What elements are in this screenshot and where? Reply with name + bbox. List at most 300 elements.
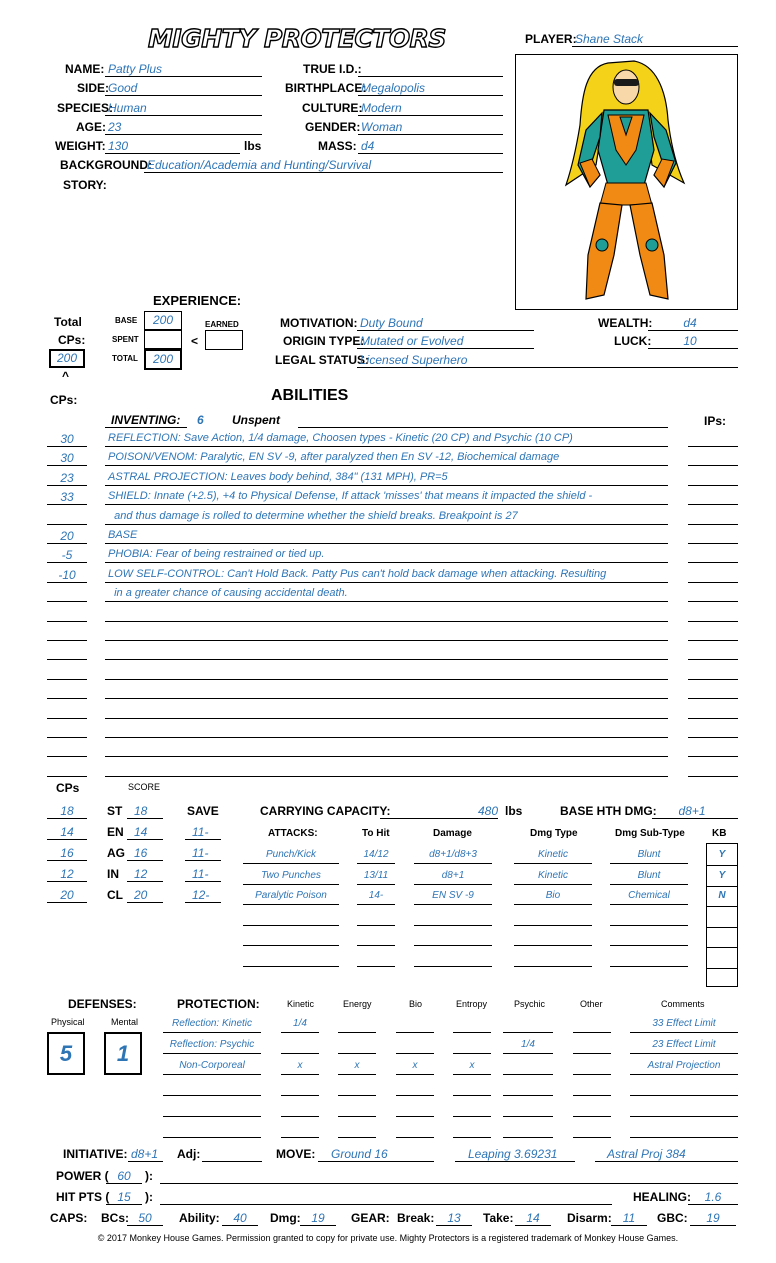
protection-kinetic-line: [281, 1137, 319, 1138]
kb-line: [706, 968, 738, 969]
protection-entropy-line: [453, 1053, 491, 1054]
base-hth-value[interactable]: d8+1: [678, 804, 706, 818]
protection-psychic-line: [503, 1116, 553, 1117]
attack-dmg_type-line: [514, 945, 592, 946]
stat-score[interactable]: 20: [134, 888, 148, 902]
ability-line: [105, 659, 668, 660]
ability-ip-line: [688, 679, 738, 680]
ability-ip-line: [688, 621, 738, 622]
protection-other-line: [573, 1137, 611, 1138]
abilities-ips-label: IPs:: [704, 414, 727, 428]
break-label: Break:: [397, 1211, 435, 1225]
stat-score[interactable]: 16: [134, 846, 148, 860]
power-close: ):: [145, 1169, 153, 1183]
attack-damage[interactable]: d8+1/d8+3: [429, 849, 477, 860]
ability-ip-line: [688, 543, 738, 544]
attack-attack[interactable]: Paralytic Poison: [255, 890, 327, 901]
inventing-value[interactable]: 6: [197, 413, 204, 427]
physical-defense-value: 5: [59, 1041, 73, 1066]
protection-header: Comments: [661, 999, 705, 1009]
total-cps-label: Total: [54, 315, 82, 329]
attack-attack-line: [243, 884, 339, 885]
ability-line: [105, 621, 668, 622]
ability-cp-line: [47, 485, 87, 486]
move-label: MOVE:: [276, 1147, 316, 1161]
species-field[interactable]: Human: [108, 101, 147, 115]
attacks-header: ATTACKS:: [268, 828, 318, 839]
break-value[interactable]: 13: [447, 1211, 461, 1225]
base-label: BASE: [115, 316, 138, 325]
hero-portrait: [516, 55, 737, 309]
luck-field[interactable]: 10: [683, 334, 697, 348]
total-cps-value: 200: [56, 351, 78, 365]
luck-label: LUCK:: [614, 334, 652, 348]
stat-save-line: [185, 839, 221, 840]
protection-bio-line: [396, 1137, 434, 1138]
carrying-unit: lbs: [505, 804, 523, 818]
power-value[interactable]: 60: [117, 1169, 131, 1183]
stat-cp-line: [47, 860, 87, 861]
protection-other-line: [573, 1074, 611, 1075]
ability-line: [105, 640, 668, 641]
protection-energy[interactable]: x: [354, 1060, 360, 1071]
gbc-label: GBC:: [657, 1211, 688, 1225]
protection-comments-line: [630, 1116, 738, 1117]
attack-to_hit-line: [357, 884, 395, 885]
gender-field[interactable]: Woman: [361, 120, 403, 134]
protection-energy-line: [338, 1137, 376, 1138]
mass-label: MASS:: [318, 139, 357, 153]
ability-text[interactable]: POISON/VENOM: Paralytic, EN SV -9, after paralyzed then En SV -12, Biochemical damage: [108, 451, 560, 464]
carrying-value[interactable]: 480: [477, 804, 498, 818]
initiative-value[interactable]: d8+1: [131, 1147, 159, 1161]
hit-pts-value[interactable]: 15: [117, 1190, 131, 1204]
attack-dmg_type[interactable]: Kinetic: [537, 849, 568, 860]
stat-save[interactable]: 12-: [192, 888, 210, 902]
weight-unit: lbs: [244, 139, 262, 153]
stat-save[interactable]: 11-: [192, 867, 209, 881]
culture-field[interactable]: Modern: [361, 101, 402, 115]
stat-cp-line: [47, 818, 87, 819]
ability-line: [105, 756, 668, 757]
ability-line: [105, 446, 668, 447]
attack-damage-line: [414, 925, 492, 926]
ability-cp-line: [47, 601, 87, 602]
bcs-value[interactable]: 50: [138, 1211, 152, 1225]
gender-label: GENDER:: [305, 120, 361, 134]
stat-save[interactable]: 11-: [192, 846, 209, 860]
ability-cp[interactable]: 20: [60, 529, 74, 543]
kb-line: [706, 865, 738, 866]
ability-text[interactable]: in a greater chance of causing accidental death.: [108, 587, 348, 600]
ability-cp-line: [47, 659, 87, 660]
ability-ip-line: [688, 756, 738, 757]
ability-ip-line: [688, 640, 738, 641]
birthplace-field[interactable]: Megalopolis: [361, 81, 426, 95]
background-field[interactable]: Education/Academia and Hunting/Survival: [147, 158, 372, 172]
protection-comments-line: [630, 1137, 738, 1138]
protection-kinetic-line: [281, 1053, 319, 1054]
kb-line: [706, 906, 738, 907]
protection-name-line: [163, 1032, 261, 1033]
stat-save-line: [185, 902, 221, 903]
stat-score[interactable]: 12: [134, 867, 148, 881]
protection-entropy-line: [453, 1137, 491, 1138]
attack-damage-line: [414, 863, 492, 864]
ability-text[interactable]: LOW SELF-CONTROL: Can't Hold Back. Patty Pus can't hold back damage when attacking. Resulting: [108, 567, 607, 580]
protection-energy-line: [338, 1032, 376, 1033]
protection-psychic-line: [503, 1053, 553, 1054]
stat-cp[interactable]: 18: [60, 804, 74, 818]
gear-label: GEAR:: [351, 1211, 390, 1225]
stat-score-line: [127, 860, 163, 861]
ability-cp-line: [47, 756, 87, 757]
stat-cp[interactable]: 12: [60, 867, 74, 881]
protection-other-line: [573, 1032, 611, 1033]
attack-damage[interactable]: d8+1: [441, 869, 465, 881]
stat-cp-line: [47, 839, 87, 840]
attack-sub_type-line: [610, 945, 688, 946]
true-id-label: TRUE I.D.:: [303, 62, 362, 76]
total-value: 200: [152, 352, 174, 366]
attack-damage-line: [414, 945, 492, 946]
stat-cp[interactable]: 16: [60, 846, 74, 860]
ability-ip-line: [688, 562, 738, 563]
unspent-label: Unspent: [232, 413, 280, 427]
protection-name-line: [163, 1116, 261, 1117]
protection-other-line: [573, 1116, 611, 1117]
spent-label: SPENT: [112, 335, 139, 344]
ability-line: [105, 737, 668, 738]
protection-header: Bio: [409, 999, 423, 1009]
disarm-value[interactable]: 11: [622, 1211, 636, 1225]
ability-text[interactable]: ASTRAL PROJECTION: Leaves body behind, 384" (131 MPH), PR=5: [108, 470, 448, 483]
protection-bio-line: [396, 1074, 434, 1075]
protection-comments[interactable]: 33 Effect Limit: [652, 1018, 716, 1029]
ability-cp-line: [47, 698, 87, 699]
stat-cp-line: [47, 881, 87, 882]
ability-label: Ability:: [179, 1211, 220, 1225]
kb-line: [706, 886, 738, 887]
attack-attack-line: [243, 966, 339, 967]
attack-to_hit-line: [357, 904, 395, 905]
protection-kinetic-line: [281, 1116, 319, 1117]
disarm-label: Disarm:: [567, 1211, 612, 1225]
stat-score-line: [127, 881, 163, 882]
defenses-label: DEFENSES:: [68, 997, 137, 1011]
attack-sub_type-line: [610, 863, 688, 864]
caps-label: CAPS:: [50, 1211, 88, 1225]
name-label: NAME:: [65, 62, 105, 76]
protection-header: Other: [580, 999, 603, 1009]
inventing-label: INVENTING:: [111, 413, 181, 427]
earned-label: EARNED: [205, 320, 239, 329]
culture-label: CULTURE:: [302, 101, 363, 115]
motivation-field[interactable]: Duty Bound: [360, 316, 423, 330]
protection-kinetic[interactable]: x: [297, 1060, 303, 1071]
ability-line: [105, 582, 668, 583]
ability-text[interactable]: PHOBIA: Fear of being restrained or tied up.: [108, 548, 325, 561]
protection-bio[interactable]: x: [412, 1060, 418, 1071]
protection-psychic[interactable]: 1/4: [521, 1039, 535, 1050]
take-label: Take:: [483, 1211, 514, 1225]
ability-cp-line: [47, 776, 87, 777]
attack-dmg_type[interactable]: Bio: [545, 890, 561, 901]
mass-field[interactable]: d4: [361, 139, 375, 153]
stat-name: CL: [107, 888, 123, 902]
attack-dmg_type-line: [514, 904, 592, 905]
protection-name-line: [163, 1074, 261, 1075]
wealth-field[interactable]: d4: [683, 316, 697, 330]
damage-header: Damage: [433, 828, 472, 839]
protection-bio-line: [396, 1032, 434, 1033]
kb-line: [706, 947, 738, 948]
stat-save-line: [185, 860, 221, 861]
attack-attack-line: [243, 945, 339, 946]
protection-psychic-line: [503, 1137, 553, 1138]
attack-sub_type-line: [610, 884, 688, 885]
stat-score[interactable]: 14: [134, 825, 148, 839]
protection-energy-line: [338, 1074, 376, 1075]
ability-cp-line: [47, 524, 87, 525]
origin-type-label: ORIGIN TYPE:: [283, 334, 365, 348]
protection-energy-line: [338, 1053, 376, 1054]
stat-score-line: [127, 839, 163, 840]
stat-save-line: [185, 881, 221, 882]
ability-cp-line: [47, 446, 87, 447]
power-label: POWER (: [56, 1169, 109, 1183]
stat-name: ST: [107, 804, 123, 818]
protection-psychic-line: [503, 1095, 553, 1096]
age-field[interactable]: 23: [108, 120, 122, 134]
attack-sub_type-line: [610, 904, 688, 905]
attack-to_hit-line: [357, 966, 395, 967]
attack-sub_type[interactable]: Chemical: [628, 890, 670, 901]
total-label: TOTAL: [112, 354, 138, 363]
protection-entropy-line: [453, 1032, 491, 1033]
ability-cp-line: [47, 465, 87, 466]
stat-name: IN: [107, 867, 119, 881]
protection-kinetic-line: [281, 1074, 319, 1075]
ability-cp[interactable]: -5: [61, 548, 73, 563]
protection-header: Entropy: [456, 999, 488, 1009]
story-label: STORY:: [63, 178, 107, 192]
ability-cp-line: [47, 621, 87, 622]
attack-attack[interactable]: Two Punches: [261, 869, 321, 881]
ability-line: [105, 601, 668, 602]
stat-score-line: [127, 818, 163, 819]
protection-comments-line: [630, 1095, 738, 1096]
stat-save[interactable]: 11-: [192, 825, 209, 839]
initiative-label: INITIATIVE:: [63, 1147, 128, 1161]
attack-kb[interactable]: Y: [718, 849, 726, 860]
ability-value[interactable]: 40: [233, 1211, 247, 1225]
birthplace-label: BIRTHPLACE:: [285, 81, 367, 95]
stat-cp-line: [47, 902, 87, 903]
name-field[interactable]: Patty Plus: [108, 62, 163, 76]
portrait-frame: [515, 54, 738, 310]
protection-header: Kinetic: [287, 999, 315, 1009]
weight-label: WEIGHT:: [55, 139, 106, 153]
attack-attack-line: [243, 904, 339, 905]
ability-line: [105, 524, 668, 525]
attack-damage-line: [414, 884, 492, 885]
ability-cp[interactable]: 30: [60, 451, 74, 466]
attack-dmg_type-line: [514, 863, 592, 864]
attack-kb[interactable]: Y: [718, 869, 726, 881]
ability-cp-line: [47, 718, 87, 719]
move-ground[interactable]: Ground 16: [331, 1147, 388, 1161]
sub-type-header: Dmg Sub-Type: [615, 828, 685, 839]
to-hit-header: To Hit: [362, 828, 390, 839]
ability-ip-line: [688, 601, 738, 602]
kb-header: KB: [712, 828, 727, 839]
protection-name-line: [163, 1053, 261, 1054]
hit-pts-label: HIT PTS (: [56, 1190, 110, 1204]
attack-to_hit[interactable]: 14/12: [363, 849, 389, 860]
legal-status-field[interactable]: Licensed Superhero: [360, 353, 468, 367]
protection-entropy-line: [453, 1116, 491, 1117]
protection-psychic-line: [503, 1074, 553, 1075]
protection-name[interactable]: Reflection: Kinetic: [171, 1018, 253, 1029]
protection-header: Psychic: [514, 999, 546, 1009]
stat-score[interactable]: 18: [134, 804, 148, 818]
ability-ip-line: [688, 524, 738, 525]
kb-line: [706, 927, 738, 928]
protection-energy-line: [338, 1095, 376, 1096]
attack-damage[interactable]: EN SV -9: [432, 890, 474, 901]
protection-comments-line: [630, 1074, 738, 1075]
ability-cp[interactable]: 33: [60, 490, 74, 505]
attack-sub_type[interactable]: Blunt: [637, 869, 661, 881]
ability-cp-line: [47, 582, 87, 583]
move-leaping[interactable]: Leaping 3.69231: [468, 1147, 558, 1161]
protection-comments[interactable]: 23 Effect Limit: [652, 1039, 716, 1050]
attack-to_hit-line: [357, 863, 395, 864]
protection-label: PROTECTION:: [177, 997, 260, 1011]
gbc-value[interactable]: 19: [706, 1211, 720, 1225]
protection-entropy-line: [453, 1095, 491, 1096]
attack-to_hit[interactable]: 13/11: [363, 869, 389, 881]
weight-field[interactable]: 130: [108, 139, 129, 153]
spent-box[interactable]: [144, 330, 182, 349]
protection-name[interactable]: Reflection: Psychic: [169, 1039, 255, 1050]
stat-cp[interactable]: 14: [60, 825, 74, 839]
take-value[interactable]: 14: [526, 1211, 540, 1225]
stat-name: EN: [107, 825, 124, 839]
protection-bio-line: [396, 1053, 434, 1054]
age-label: AGE:: [76, 120, 106, 134]
adj-label: Adj:: [177, 1147, 201, 1161]
ability-text[interactable]: BASE: [108, 529, 138, 541]
attack-dmg_type-line: [514, 925, 592, 926]
attack-dmg_type-line: [514, 966, 592, 967]
legal-status-label: LEGAL STATUS:: [275, 353, 369, 367]
ability-cp-line: [47, 543, 87, 544]
hit-pts-close: ):: [145, 1190, 153, 1204]
earned-box[interactable]: [205, 330, 243, 350]
mental-defense-value: 1: [116, 1041, 130, 1066]
attack-sub_type-line: [610, 966, 688, 967]
motivation-label: MOTIVATION:: [280, 316, 358, 330]
protection-name[interactable]: Non-Corporeal: [179, 1060, 245, 1071]
attack-sub_type[interactable]: Blunt: [637, 849, 661, 860]
attack-attack[interactable]: Punch/Kick: [265, 849, 317, 860]
bcs-label: BCs:: [101, 1211, 130, 1225]
protection-other-line: [573, 1095, 611, 1096]
protection-name-line: [163, 1095, 261, 1096]
protection-other-line: [573, 1053, 611, 1054]
ability-text[interactable]: SHIELD: Innate (+2.5), +4 to Physical Defense, If attack 'misses' that means it impacted the shield -: [108, 490, 593, 503]
ability-ip-line: [688, 582, 738, 583]
side-field[interactable]: Good: [108, 81, 138, 95]
attack-kb[interactable]: N: [718, 890, 726, 901]
ability-cp[interactable]: -10: [58, 567, 76, 582]
attack-damage-line: [414, 904, 492, 905]
attack-to_hit-line: [357, 945, 395, 946]
healing-value[interactable]: 1.6: [704, 1190, 722, 1204]
player-field[interactable]: Shane Stack: [575, 32, 644, 46]
footer-copyright: © 2017 Monkey House Games. Permission granted to copy for private use. Mighty Protectors is a registered trademark of Monkey House Games.: [97, 1233, 679, 1243]
protection-kinetic-line: [281, 1032, 319, 1033]
scores-cps-label: CPs: [56, 781, 80, 795]
abilities-title: ABILITIES: [271, 387, 349, 404]
score-label: SCORE: [128, 782, 161, 792]
background-label: BACKGROUND:: [60, 158, 152, 172]
protection-psychic-line: [503, 1032, 553, 1033]
protection-entropy[interactable]: x: [469, 1060, 475, 1071]
ability-line: [105, 562, 668, 563]
stat-score-line: [127, 902, 163, 903]
protection-kinetic[interactable]: 1/4: [293, 1018, 307, 1029]
ability-cp-line: [47, 640, 87, 641]
ability-ip-line: [688, 737, 738, 738]
stat-cp[interactable]: 20: [60, 888, 74, 902]
dmg-type-header: Dmg Type: [530, 828, 578, 839]
carrying-label: CARRYING CAPACITY:: [260, 804, 391, 818]
ability-ip-line: [688, 446, 738, 447]
experience-title: EXPERIENCE:: [153, 293, 242, 308]
ability-line: [105, 485, 668, 486]
ability-cp-line: [47, 737, 87, 738]
attack-to_hit[interactable]: 14-: [368, 890, 384, 901]
attack-dmg_type[interactable]: Kinetic: [537, 869, 568, 881]
attack-sub_type-line: [610, 925, 688, 926]
ability-cp[interactable]: 23: [60, 470, 74, 485]
ability-line: [105, 776, 668, 777]
save-label: SAVE: [187, 804, 219, 818]
ability-cp[interactable]: 30: [60, 432, 74, 446]
side-label: SIDE:: [77, 81, 110, 95]
ability-text[interactable]: and thus damage is rolled to determine whether the shield breaks. Breakpoint is 27: [108, 509, 518, 522]
wealth-label: WEALTH:: [598, 316, 653, 330]
ability-line: [105, 679, 668, 680]
protection-comments[interactable]: Astral Projection: [647, 1060, 721, 1071]
ability-ip-line: [688, 504, 738, 505]
caret: ^: [62, 369, 70, 383]
dmg-label: Dmg:: [270, 1211, 301, 1225]
base-value: 200: [152, 313, 174, 327]
attack-attack-line: [243, 863, 339, 864]
protection-comments-line: [630, 1053, 738, 1054]
origin-type-field[interactable]: Mutated or Evolved: [360, 334, 464, 348]
protection-bio-line: [396, 1116, 434, 1117]
ability-text[interactable]: REFLECTION: Save Action, 1/4 damage, Choosen types - Kinetic (20 CP) and Psychic (10 CP): [108, 432, 573, 444]
move-astral[interactable]: Astral Proj 384: [607, 1147, 686, 1161]
ability-cp-line: [47, 562, 87, 563]
attack-to_hit-line: [357, 925, 395, 926]
dmg-value[interactable]: 19: [311, 1211, 325, 1225]
